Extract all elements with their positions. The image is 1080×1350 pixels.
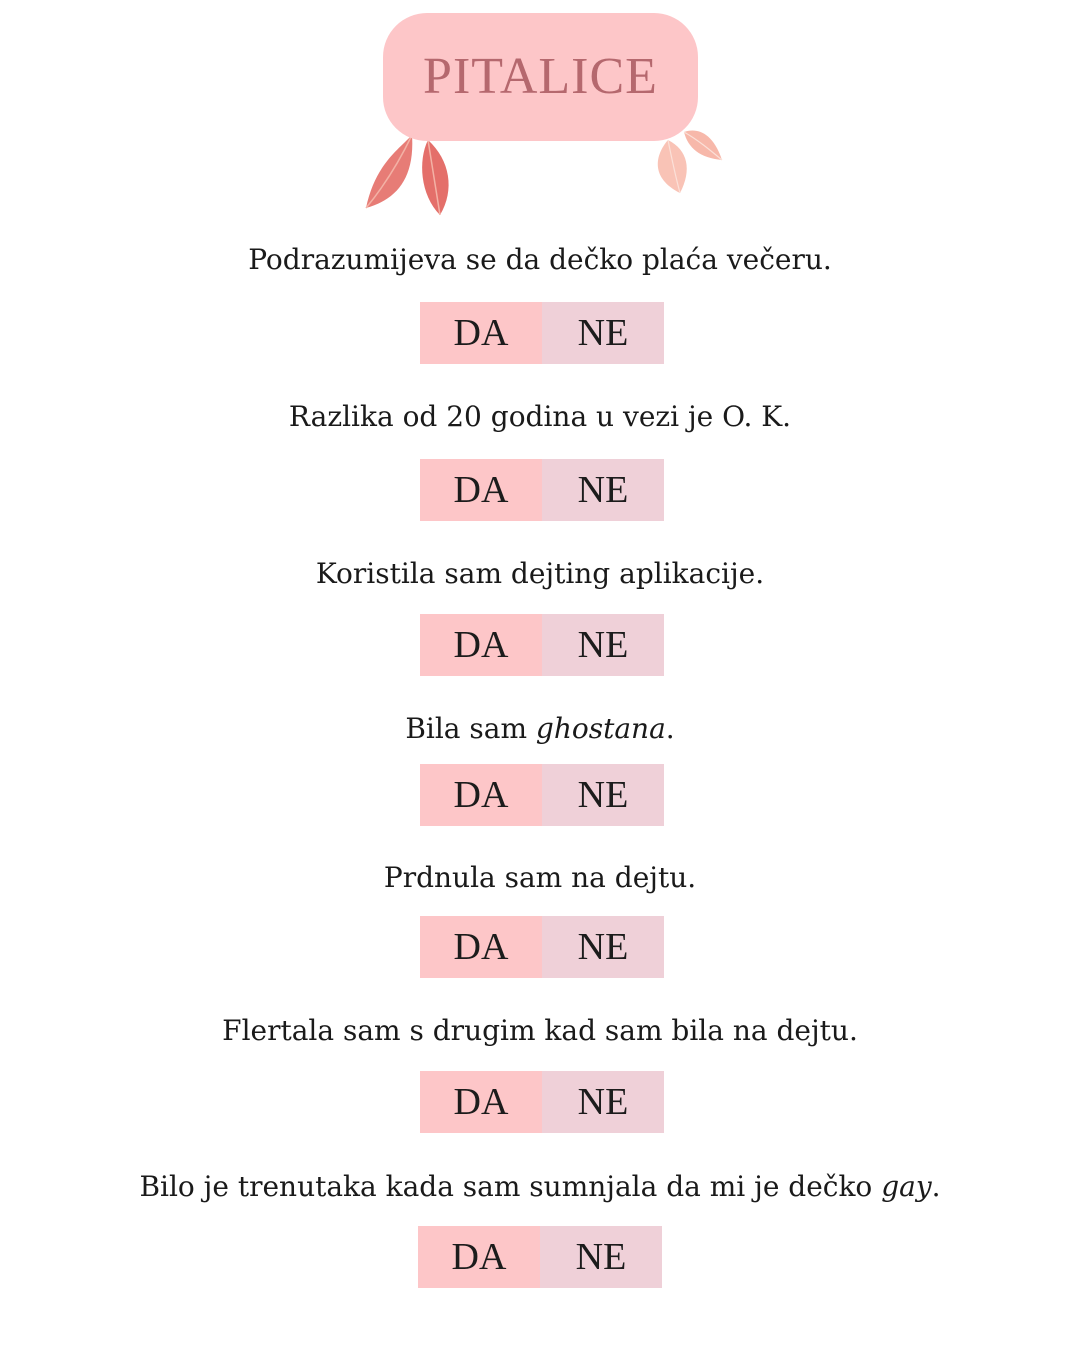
answer-group-6 (420, 1071, 664, 1133)
question-text: Podrazumijeva se da dečko plaća večeru. (248, 243, 832, 276)
question-1 (0, 242, 1080, 278)
yes-button[interactable]: DA (420, 916, 542, 978)
no-button[interactable]: NE (542, 916, 664, 978)
answer-group-2 (420, 459, 664, 521)
yes-button[interactable]: DA (418, 1226, 540, 1288)
question-5 (0, 860, 1080, 896)
question-2 (0, 399, 1080, 435)
question-punctuation: . (931, 1170, 941, 1203)
question-text: Koristila sam dejting aplikacije. (315, 557, 765, 590)
answer-group-7 (418, 1226, 662, 1288)
no-button[interactable]: NE (542, 302, 664, 364)
answer-group-1 (420, 302, 664, 364)
yes-button[interactable]: DA (420, 764, 542, 826)
question-3 (0, 556, 1080, 592)
no-button[interactable]: NE (542, 764, 664, 826)
question-text: Bila sam (405, 712, 536, 745)
no-button[interactable]: NE (542, 1071, 664, 1133)
question-4 (0, 711, 1080, 747)
question-emphasis: gay (881, 1170, 932, 1203)
question-text: Flertala sam s drugim kad sam bila na dejtu. (222, 1014, 858, 1047)
answer-group-5 (420, 916, 664, 978)
question-text: Razlika od 20 godina u vezi je O. K. (288, 400, 792, 433)
yes-button[interactable]: DA (420, 1071, 542, 1133)
title-badge (383, 13, 698, 141)
yes-button[interactable]: DA (420, 614, 542, 676)
question-7 (0, 1169, 1080, 1205)
question-text: Bilo je trenutaka kada sam sumnjala da mi je dečko (139, 1170, 882, 1203)
page-title: PITALICE (423, 47, 658, 105)
answer-group-4 (420, 764, 664, 826)
question-emphasis: ghostana (535, 712, 666, 745)
yes-button[interactable]: DA (420, 459, 542, 521)
no-button[interactable]: NE (542, 614, 664, 676)
yes-button[interactable]: DA (420, 302, 542, 364)
header (0, 0, 1080, 230)
question-text: Prdnula sam na dejtu. (383, 861, 697, 894)
question-6 (0, 1013, 1080, 1049)
no-button[interactable]: NE (540, 1226, 662, 1288)
no-button[interactable]: NE (542, 459, 664, 521)
answer-group-3 (420, 614, 664, 676)
question-punctuation: . (665, 712, 675, 745)
